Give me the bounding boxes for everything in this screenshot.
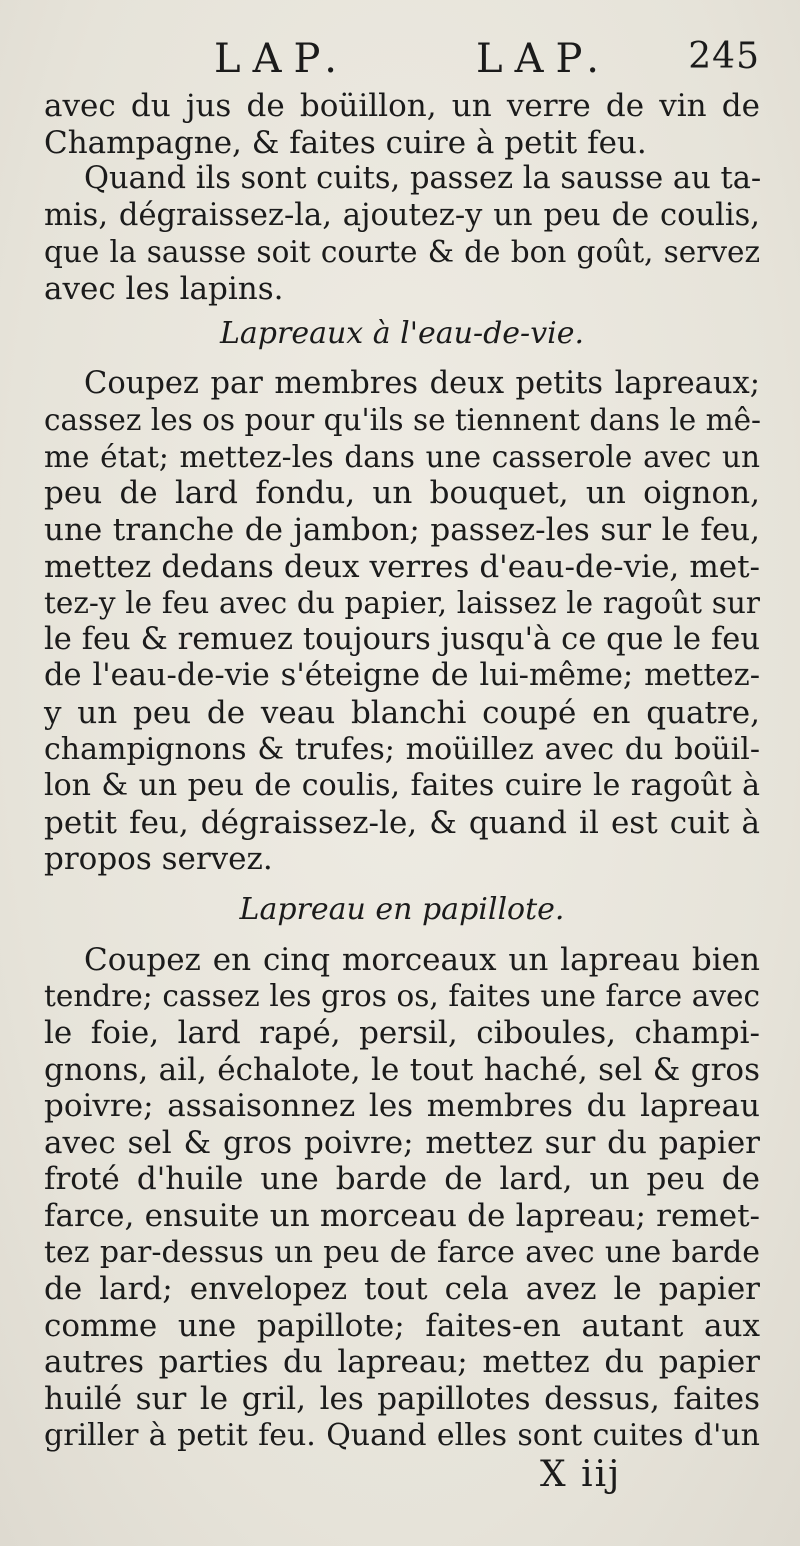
paragraph-papillote [44, 942, 760, 1454]
text-line: tez par-dessus un peu de farce avec une barde [44, 1234, 760, 1270]
text-line: avec sel & gros poivre; mettez sur du papier [44, 1124, 760, 1161]
paragraph-sauce [44, 161, 760, 307]
paragraph-continued [44, 88, 760, 161]
text-line: de l'eau-de-vie s'éteigne de lui-même; mettez- [44, 658, 760, 694]
text-line: cassez les os pour qu'ils se tiennent dans le mê- [44, 403, 762, 438]
paragraph-eau-de-vie [44, 366, 760, 878]
text-line: poivre; assaisonnez les membres du lapreau [44, 1088, 760, 1125]
text-line: petit feu, dégraissez-le, & quand il est cuit à [44, 804, 760, 841]
text-line: avec les lapins. [44, 270, 284, 307]
text-line: peu de lard fondu, un bouquet, un oignon, [44, 475, 760, 512]
text-line: tez-y le feu avec du papier, laissez le ragoût sur [44, 586, 760, 621]
text-line: huilé sur le gril, les papillotes dessus, faites [44, 1381, 760, 1417]
text-line: Coupez en cinq morceaux un lapreau bien [84, 941, 760, 978]
text-line: gnons, ail, échalote, le tout haché, sel & gros [44, 1051, 760, 1088]
text-line: lon & un peu de coulis, faites cuire le ragoût à [44, 768, 760, 804]
text-line: champignons & trufes; moüillez avec du boüil- [44, 731, 760, 767]
running-head-left: LAP. [214, 36, 349, 82]
text-line: me état; mettez-les dans une casserole avec un [44, 439, 760, 474]
text-line: autres parties du lapreau; mettez du papier [44, 1344, 760, 1381]
text-line: propos servez. [44, 841, 273, 878]
text-line: mettez dedans deux verres d'eau-de-vie, met- [44, 548, 760, 585]
text-line: de lard; envelopez tout cela avez le papier [44, 1271, 760, 1308]
text-line: y un peu de veau blanchi coupé en quatre, [44, 694, 760, 731]
running-head-right: LAP. [476, 36, 611, 82]
page-number: 245 [688, 36, 760, 77]
text-line: Quand ils sont cuits, passez la sausse au ta- [84, 161, 762, 197]
text-line: griller à petit feu. Quand elles sont cuites d'un [44, 1417, 760, 1453]
text-line: que la sausse soit courte & de bon goût, servez [44, 235, 760, 270]
text-line: Coupez par membres deux petits lapreaux; [84, 365, 760, 401]
recipe-heading-eau-de-vie: Lapreaux à l'eau-de-vie. [219, 315, 585, 351]
text-line: une tranche de jambon; passez-les sur le feu, [44, 511, 760, 548]
signature-mark: X iij [540, 1454, 622, 1495]
text-line: comme une papillote; faites-en autant aux [44, 1307, 760, 1344]
text-line: froté d'huile une barde de lard, un peu de [44, 1161, 760, 1198]
recipe-heading-papillote: Lapreau en papillote. [239, 891, 565, 927]
text-line: avec du jus de boüillon, un verre de vin de [44, 88, 760, 124]
text-line: Champagne, & faites cuire à petit feu. [44, 124, 647, 161]
text-line: le foie, lard rapé, persil, ciboules, champi- [44, 1015, 760, 1052]
text-line: le feu & remuez toujours jusqu'à ce que le feu [44, 621, 760, 657]
running-head [44, 30, 760, 88]
text-line: farce, ensuite un morceau de lapreau; remet- [44, 1198, 760, 1235]
text-line: tendre; cassez les gros os, faites une farce avec [44, 979, 760, 1014]
text-line: mis, dégraissez-la, ajoutez-y un peu de coulis, [44, 197, 760, 233]
